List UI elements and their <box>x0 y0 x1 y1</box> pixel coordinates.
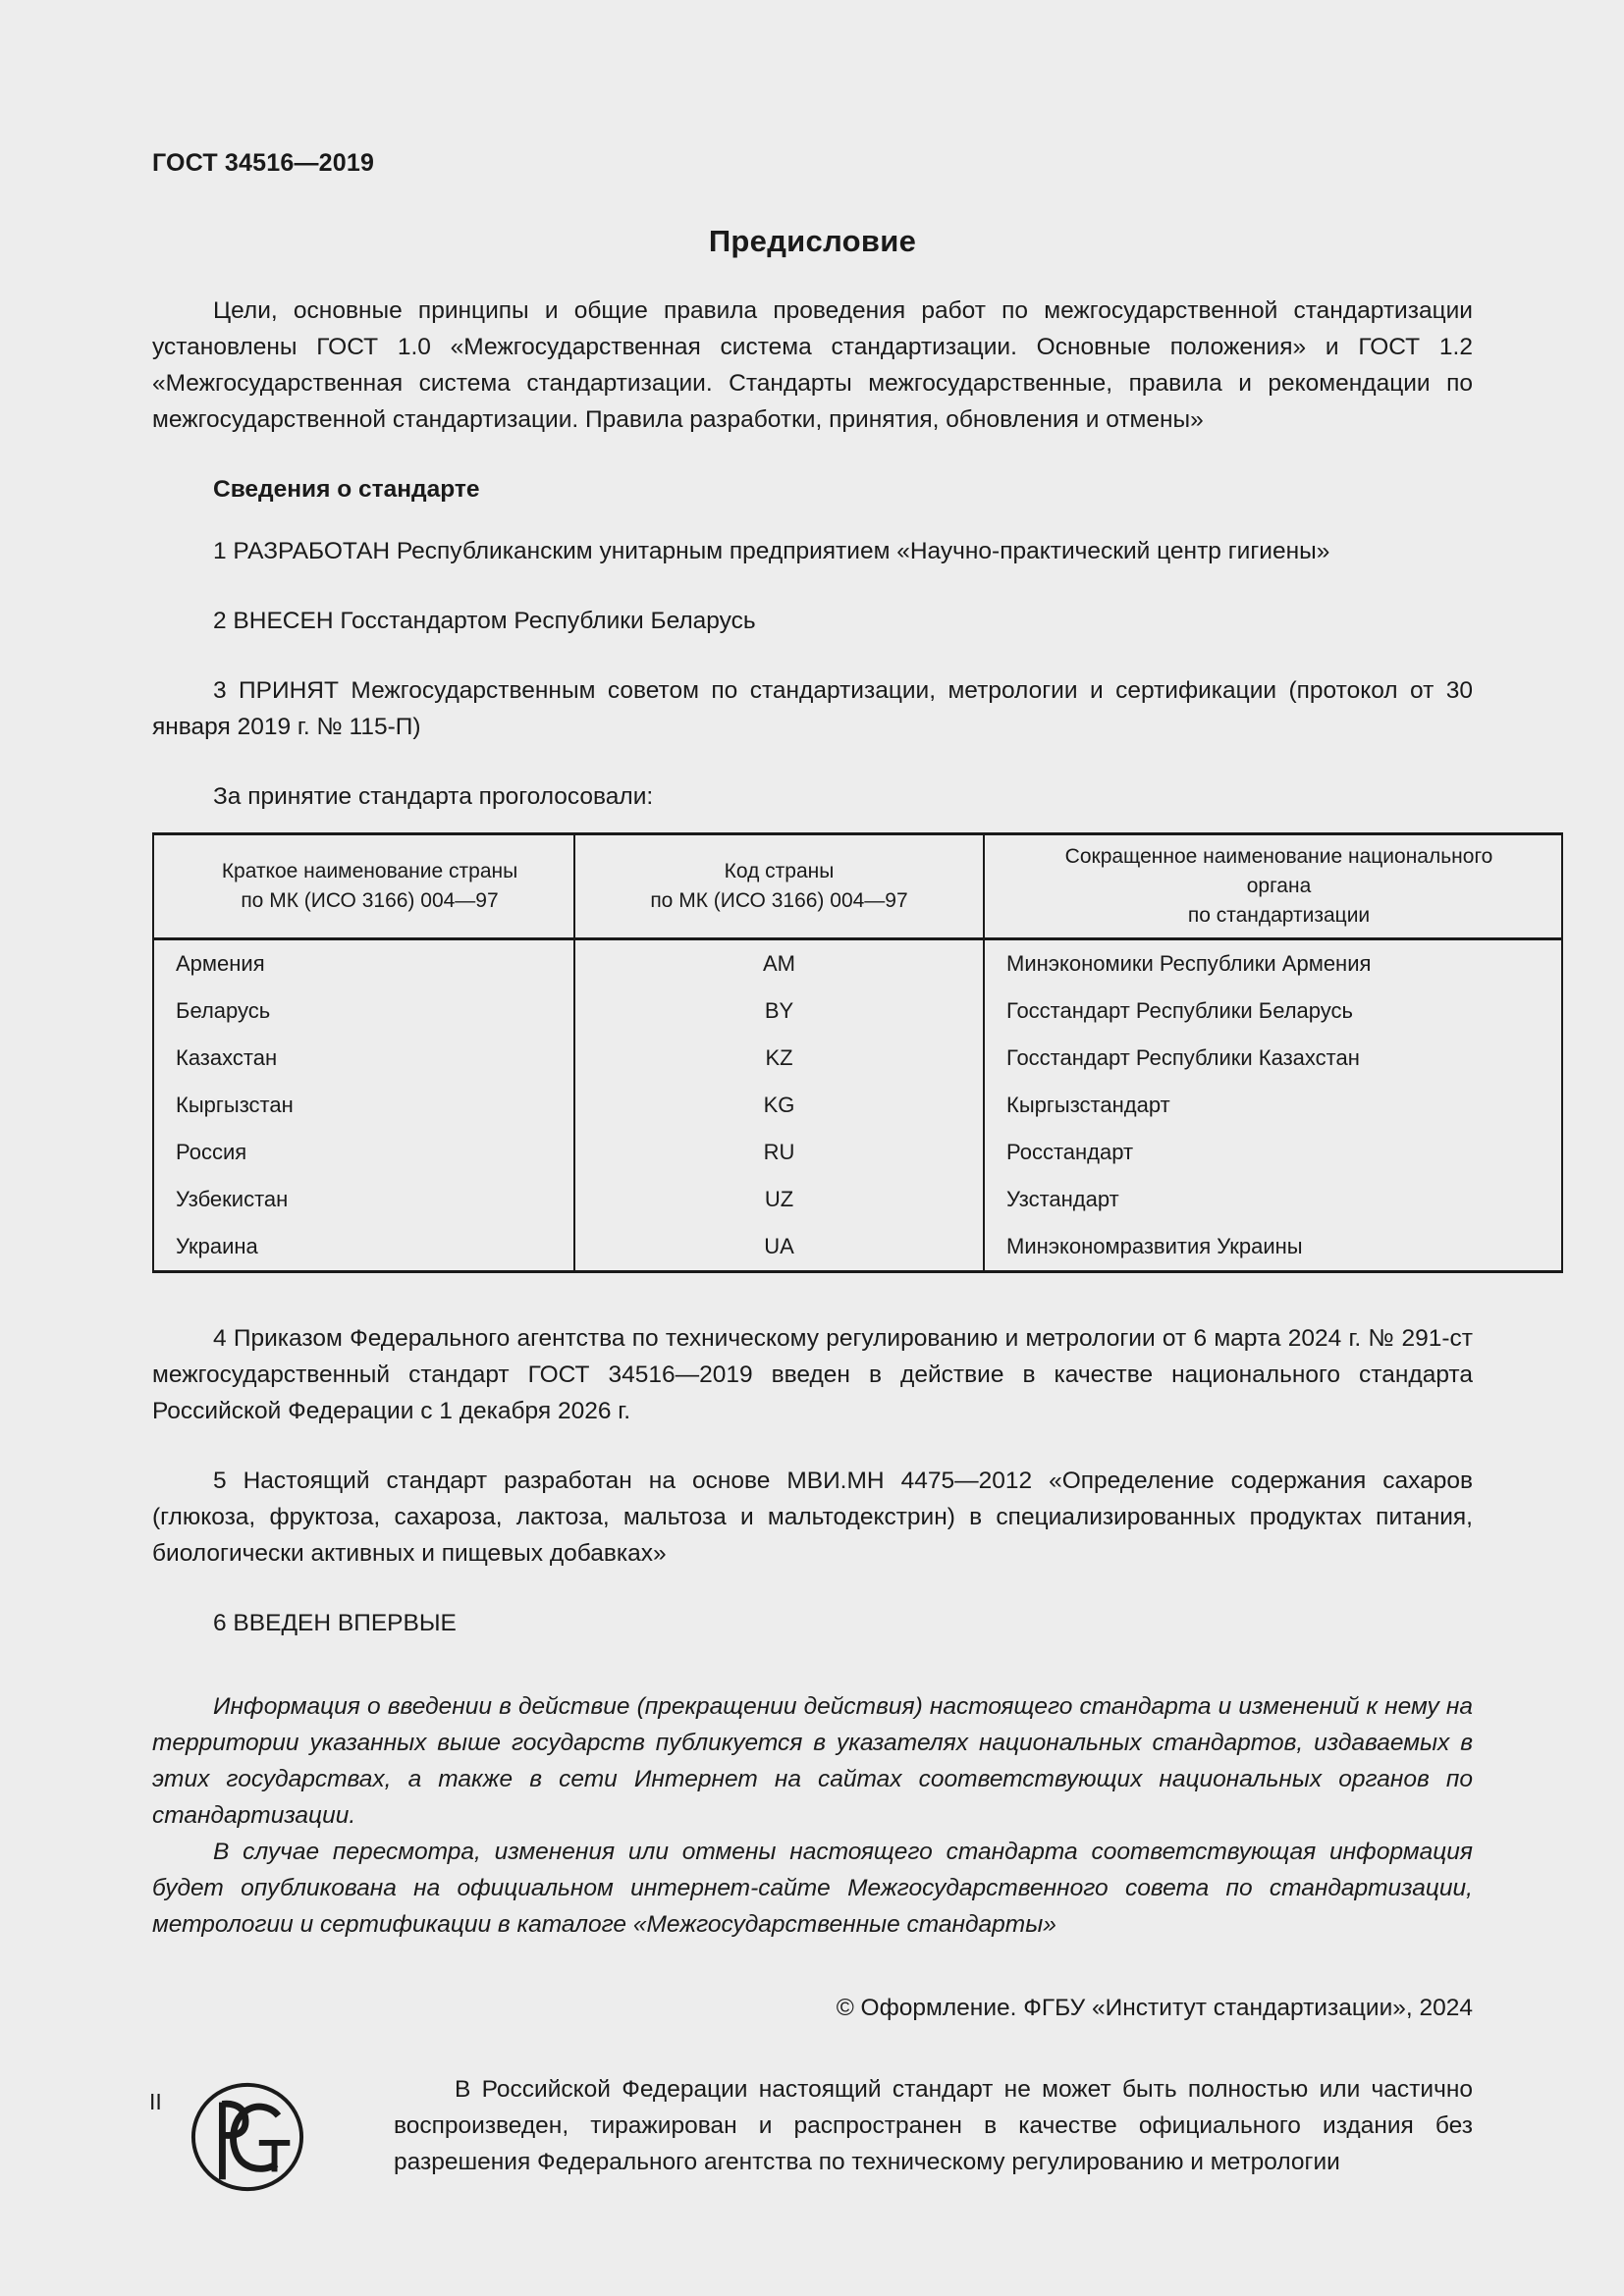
cell-country: Кыргызстан <box>153 1082 574 1129</box>
cell-national-body: Кыргызстандарт <box>984 1082 1562 1129</box>
standard-info-item-3: 3 ПРИНЯТ Межгосударственным советом по стандартизации, метрологии и сертификации (протокол от 30 января 2019 г. № 115-П) <box>152 677 1473 740</box>
cell-code: RU <box>574 1129 984 1176</box>
standard-info-item-2: 2 ВНЕСЕН Госстандартом Республики Беларусь <box>213 608 756 634</box>
cell-national-body: Минэкономразвития Украины <box>984 1223 1562 1272</box>
cell-country: Армения <box>153 939 574 988</box>
cell-national-body: Госстандарт Республики Беларусь <box>984 988 1562 1035</box>
table-header-code-line2: по МК (ИСО 3166) 004—97 <box>650 889 908 912</box>
intro-paragraph: Цели, основные принципы и общие правила проведения работ по межгосударственной стандартизации установлены ГОСТ 1.0 «Межгосударственная система стандартизации. Основные положения» и ГОСТ 1.2 «Межгосударственная система стандартизации. Стандарты межгосударственные, правила и рекомендации по межгосударственной стандартизации. Правила разработки, принятия, обновления и отмены» <box>152 297 1473 433</box>
table-row <box>153 1176 1562 1223</box>
copyright-line: © Оформление. ФГБУ «Институт стандартизации», 2024 <box>836 1995 1473 2021</box>
spacer <box>152 1572 1473 1605</box>
cell-country: Узбекистан <box>153 1176 574 1223</box>
standard-info-item-4: 4 Приказом Федерального агентства по техническому регулированию и метрологии от 6 марта 2024 г. № 291-ст межгосударственный стандарт ГОСТ 34516—2019 введен в действие в качестве национального стандарта Российской Федерации с 1 декабря 2026 г. <box>152 1325 1473 1424</box>
cell-code: KZ <box>574 1035 984 1082</box>
spacer <box>152 639 1473 672</box>
table-header-country-line1: Краткое наименование страны <box>221 860 518 882</box>
voting-countries-table <box>152 832 1563 1273</box>
page-content <box>152 0 1493 2218</box>
table-header-country-line2: по МК (ИСО 3166) 004—97 <box>241 889 499 912</box>
notice-publication-info: Информация о введении в действие (прекращении действия) настоящего стандарта и изменений к нему на территории указанных выше государств публикуется в указателях национальных стандартов, издаваемых в этих государствах, а также в сети Интернет на сайтах соответствующих национальных органов по стандартизации. <box>152 1693 1473 1829</box>
spacer <box>152 1307 1473 1320</box>
table-header-code <box>574 834 984 939</box>
rosstandart-logo-icon <box>189 2079 305 2195</box>
table-header-body-line2: органа <box>1246 875 1312 897</box>
standard-info-item-1: 1 РАЗРАБОТАН Республиканским унитарным предприятием «Научно-практический центр гигиены» <box>213 538 1330 564</box>
spacer <box>152 507 1473 533</box>
cell-code: AM <box>574 939 984 988</box>
cell-code: UA <box>574 1223 984 1272</box>
cell-code: BY <box>574 988 984 1035</box>
footer-block <box>152 2071 1473 2218</box>
table-header-national-body <box>984 834 1562 939</box>
page-title: Предисловие <box>708 224 917 258</box>
spacer <box>152 259 1473 293</box>
table-header-row <box>153 834 1562 939</box>
table-header-body-line3: по стандартизации <box>1187 904 1371 927</box>
cell-code: KG <box>574 1082 984 1129</box>
footer-reproduction-notice: В Российской Федерации настоящий стандарт не может быть полностью или частично воспроизведен, тиражирован и распространен в качестве официального издания без разрешения Федерального агентства по техническому регулированию и метрологии <box>394 2076 1473 2175</box>
table-row <box>153 1082 1562 1129</box>
table-body <box>153 939 1562 1272</box>
section-heading-standard-info: Сведения о стандарте <box>213 476 480 503</box>
spacer <box>152 1641 1473 1675</box>
standard-info-item-6: 6 ВВЕДЕН ВПЕРВЫЕ <box>213 1610 457 1636</box>
table-row <box>153 1035 1562 1082</box>
table-row <box>153 1129 1562 1176</box>
cell-code: UZ <box>574 1176 984 1223</box>
cell-country: Казахстан <box>153 1035 574 1082</box>
table-row <box>153 939 1562 988</box>
cell-country: Россия <box>153 1129 574 1176</box>
cell-country: Украина <box>153 1223 574 1272</box>
spacer <box>152 1675 1473 1688</box>
running-header-standard-number: ГОСТ 34516—2019 <box>152 149 375 177</box>
vote-lead-in: За принятие стандарта проголосовали: <box>213 783 654 810</box>
cell-national-body: Узстандарт <box>984 1176 1562 1223</box>
cell-country: Беларусь <box>153 988 574 1035</box>
table-header-country <box>153 834 574 939</box>
cell-national-body: Минэкономики Республики Армения <box>984 939 1562 988</box>
spacer <box>152 438 1473 471</box>
table-header-body-line1: Сокращенное наименование национального <box>1064 845 1493 868</box>
spacer <box>152 1429 1473 1463</box>
table-row <box>153 1223 1562 1272</box>
page-number: II <box>149 2089 162 2114</box>
spacer <box>152 1976 1473 1990</box>
spacer <box>152 1943 1473 1976</box>
spacer <box>152 1273 1473 1307</box>
cell-national-body: Росстандарт <box>984 1129 1562 1176</box>
spacer <box>152 569 1473 603</box>
spacer <box>152 745 1473 778</box>
cell-national-body: Госстандарт Республики Казахстан <box>984 1035 1562 1082</box>
standard-info-item-5: 5 Настоящий стандарт разработан на основе МВИ.МН 4475—2012 «Определение содержания сахаров (глюкоза, фруктоза, сахароза, лактоза, мальтоза и мальтодекстрин) в специализированных продуктах питания, биологически активных и пищевых добавках» <box>152 1468 1473 1567</box>
table-header-code-line1: Код страны <box>724 860 835 882</box>
notice-revision-info: В случае пересмотра, изменения или отмены настоящего стандарта соответствующая информация будет опубликована на официальном интернет-сайте Межгосударственного совета по стандартизации, метрологии и сертификации в каталоге «Межгосударственные стандарты» <box>152 1839 1473 1938</box>
table-row <box>153 988 1562 1035</box>
